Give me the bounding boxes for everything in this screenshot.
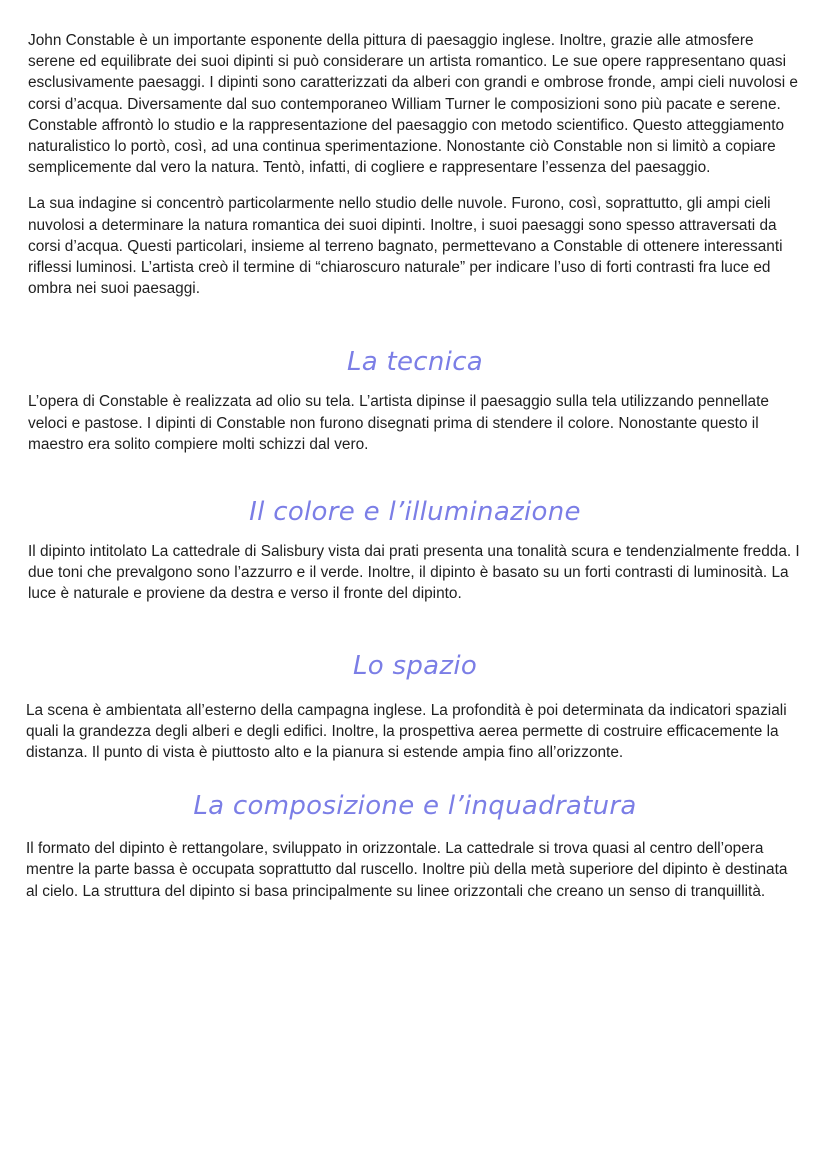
section-text-spazio: La scena è ambientata all’esterno della campagna inglese. La profondità è poi determinata da indicatori spaziali quali la grandezza degli alberi e degli edifici. Inoltre, la prospettiva aerea permette di costruire efficacemente la distanza. Il punto di vista è piuttosto alto e la pianura si estende ampia fino all’orizzonte. <box>26 701 787 762</box>
intro-paragraph-2: La sua indagine si concentrò particolarmente nello studio delle nuvole. Furono, così, soprattutto, gli ampi cieli nuvolosi a determinare la natura romantica dei suoi dipinti. Inoltre, i suoi paesaggi sono spesso attraversati da corsi d’acqua. Questi particolari, insieme al terreno bagnato, permettevano a Constable di ottenere interessanti riflessi luminosi. L’artista creò il termine di “chiaroscuro naturale” per indicare l’uso di forti contrasti fra luce ed ombra nei suoi paesaggi. <box>28 195 783 298</box>
section-title-composizione: La composizione e l’inquadratura <box>193 791 637 822</box>
section-text-tecnica: L’opera di Constable è realizzata ad olio su tela. L’artista dipinse il paesaggio sulla tela utilizzando pennellate veloci e pastose. I dipinti di Constable non furono disegnati prima di stendere il colore. Nonostante questo il maestro era solito compiere molti schizzi dal vero. <box>28 393 769 453</box>
section-title-colore: Il colore e l’illuminazione <box>249 497 581 528</box>
document-page <box>28 30 802 902</box>
intro-paragraph-1: John Constable è un importante esponente della pittura di paesaggio inglese. Inoltre, grazie alle atmosfere serene ed equilibrate dei suoi dipinti si può considerare un artista romantico. Le sue opere rappresentano quasi esclusivamente paesaggi. I dipinti sono caratterizzati da alberi con grandi e ombrose fronde, ampi cieli nuvolosi e corsi d’acqua. Diversamente dal suo contemporaneo William Turner le composizioni sono più pacate e serene. Constable affrontò lo studio e la rappresentazione del paesaggio con metodo scientifico. Questo atteggiamento naturalistico lo portò, così, ad una continua sperimentazione. Nonostante ciò Constable non si limitò a copiare semplicemente dal vero la natura. Tentò, infatti, di cogliere e rappresentare l’essenza del paesaggio. <box>28 32 798 177</box>
section-title-spazio: Lo spazio <box>352 650 478 681</box>
section-text-colore: Il dipinto intitolato La cattedrale di Salisbury vista dai prati presenta una tonalità scura e tendenzialmente fredda. I due toni che prevalgono sono l’azzurro e il verde. Inoltre, il dipinto è basato su un forti contrasti di luminosità. La luce è naturale e proviene da destra e verso il fronte del dipinto. <box>28 543 800 603</box>
section-title-tecnica: La tecnica <box>346 347 484 378</box>
section-text-composizione: Il formato del dipinto è rettangolare, sviluppato in orizzontale. La cattedrale si trova quasi al centro dell’opera mentre la parte bassa è occupata soprattutto dal ruscello. Inoltre più della metà superiore del dipinto è destinata al cielo. La struttura del dipinto si basa principalmente su linee orizzontali che creano un senso di tranquillità. <box>26 840 788 900</box>
